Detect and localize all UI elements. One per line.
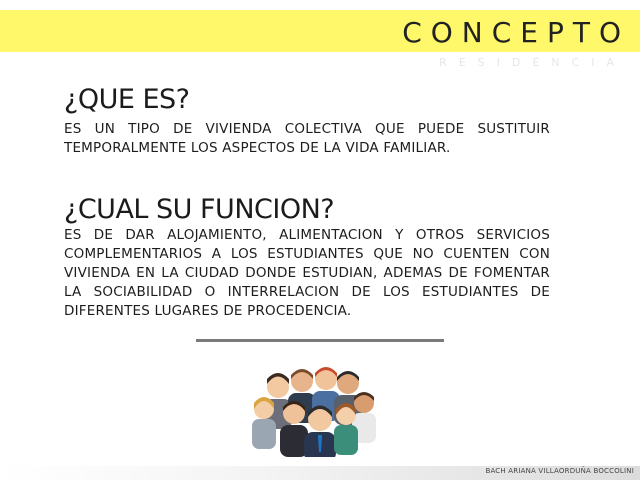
section-heading-que-es: ¿QUE ES? xyxy=(64,84,190,115)
page-subtitle: RESIDENCIA xyxy=(439,56,626,69)
section-body-que-es: ES UN TIPO DE VIVIENDA COLECTIVA QUE PUEDE SUSTITUIR TEMPORALMENTE LOS ASPECTOS DE LA VIDA FAMILIAR. xyxy=(64,121,550,156)
section-body-funcion: ES DE DAR ALOJAMIENTO, ALIMENTACION Y OTROS SERVICIOS COMPLEMENTARIOS A LOS ESTUDIANTES QUE NO CUENTEN CON VIVIENDA EN LA CIUDAD DONDE ESTUDIAN, ADEMAS DE FOMENTAR LA SOCIABILIDAD O INTERRELACION DE LOS ESTUDIANTES DE DIFERENTES LUGARES DE PROCEDENCIA. xyxy=(64,227,550,319)
footer-author: BACH ARIANA VILLAORDUÑA BOCCOLINI xyxy=(485,467,634,475)
section-heading-funcion: ¿CUAL SU FUNCION? xyxy=(64,194,335,225)
divider-line xyxy=(196,339,444,342)
page-title: CONCEPTO xyxy=(402,16,630,49)
group-of-people-icon xyxy=(240,357,400,457)
